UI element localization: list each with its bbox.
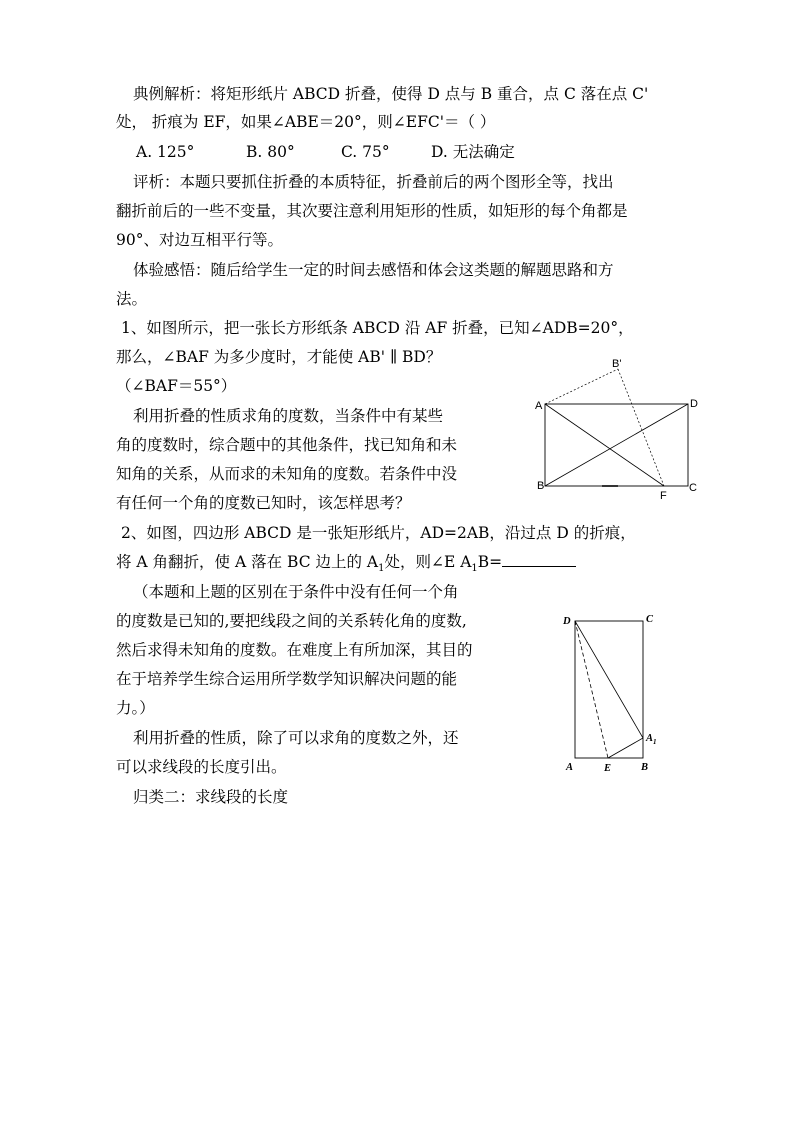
q2-sub-1: 1 bbox=[378, 563, 385, 575]
label-f: F bbox=[660, 490, 667, 502]
example-line-1: 典例解析：将矩形纸片 ABCD 折叠，使得 D 点与 B 重合，点 C 落在点 C' bbox=[133, 85, 649, 103]
rect-abcd-2 bbox=[575, 621, 643, 758]
analysis-line-3: 90°、对边互相平行等。 bbox=[116, 231, 283, 249]
section-heading: 归类二：求线段的长度 bbox=[133, 788, 289, 806]
q2-sub-2: 1 bbox=[471, 563, 478, 575]
q2-note-line-1: （本题和上题的区别在于条件中没有任何一个角 bbox=[133, 583, 459, 601]
label-a-2: A bbox=[566, 762, 574, 773]
folded-edge-bf bbox=[618, 369, 664, 486]
label-c-2: C bbox=[646, 614, 654, 625]
label-b-prime: B' bbox=[612, 358, 622, 370]
q2-line-2-post: B= bbox=[477, 553, 503, 571]
label-c: C bbox=[689, 482, 697, 494]
q2-line-2-pre: 将 A 角翻折，使 A 落在 BC 边上的 A bbox=[116, 553, 379, 571]
q2-note-line-2: 的度数是已知的,要把线段之间的关系转化角的度数, bbox=[116, 612, 467, 630]
option-a: A. 125° bbox=[136, 143, 195, 161]
q1-note-line-4: 有任何一个角的度数已知时，该怎样思考？ bbox=[116, 494, 411, 512]
q1-note-line-3: 知角的关系，从而求的未知角的度数。若条件中没 bbox=[116, 465, 458, 483]
q2-line-1: 2、如图，四边形 ABCD 是一张矩形纸片，AD=2AB，沿过点 D 的折痕， bbox=[121, 524, 636, 542]
analysis-line-1: 评析：本题只要抓住折叠的本质特征，折叠前后的两个图形全等，找出 bbox=[133, 173, 614, 191]
q1-line-2: 那么，∠BAF 为多少度时，才能使 AB' ∥ BD？ bbox=[116, 348, 442, 366]
label-d-2: D bbox=[563, 616, 571, 627]
figure-1-rectangle-fold bbox=[532, 355, 717, 505]
folded-edge-ab bbox=[545, 369, 618, 404]
q2-note-line-3: 然后求得未知角的度数。在难度上有所加深，其目的 bbox=[116, 641, 473, 659]
summary-line-1: 利用折叠的性质，除了可以求角的度数之外，还 bbox=[133, 729, 459, 747]
label-e-2: E bbox=[604, 763, 612, 774]
q1-note-line-1: 利用折叠的性质求角的度数，当条件中有某些 bbox=[133, 407, 444, 425]
experience-line-2: 法。 bbox=[116, 290, 148, 308]
segment-ea1 bbox=[608, 738, 643, 758]
label-a1-sub: 1 bbox=[653, 738, 657, 746]
label-a1-2 bbox=[645, 733, 657, 746]
summary-line-2: 可以求线段的长度引出。 bbox=[116, 758, 287, 776]
label-d: D bbox=[690, 398, 698, 410]
label-a1-letter: A bbox=[646, 733, 654, 744]
q2-note-line-5: 力。） bbox=[116, 699, 155, 717]
experience-line-1: 体验感悟：随后给学生一定的时间去感悟和体会这类题的解题思路和方 bbox=[133, 261, 614, 279]
diagonal-bd bbox=[545, 404, 688, 486]
q2-note-line-4: 在于培养学生综合运用所学数学知识解决问题的能 bbox=[116, 670, 458, 688]
fold-line-af bbox=[545, 404, 664, 486]
fold-line-de bbox=[575, 621, 608, 758]
q2-line-2-mid: 处，则∠E A bbox=[384, 553, 472, 571]
figure-2-rectangle-fold bbox=[560, 610, 670, 775]
option-d: D. 无法确定 bbox=[431, 143, 515, 161]
label-a: A bbox=[535, 400, 543, 412]
option-c: C. 75° bbox=[341, 143, 390, 161]
analysis-line-2: 翻折前后的一些不变量，其次要注意利用矩形的性质，如矩形的每个角都是 bbox=[116, 202, 628, 220]
example-line-2: 处， 折痕为 EF，如果∠ABE＝20°，则∠EFC'＝（ ） bbox=[116, 113, 496, 131]
q2-line-2 bbox=[116, 550, 576, 581]
option-b: B. 80° bbox=[246, 143, 295, 161]
answer-blank bbox=[502, 550, 576, 567]
label-b-2: B bbox=[641, 762, 649, 773]
segment-da1 bbox=[575, 621, 643, 738]
label-b: B bbox=[537, 480, 545, 492]
q1-line-1: 1、如图所示，把一张长方形纸条 ABCD 沿 AF 折叠，已知∠ADB=20°， bbox=[121, 319, 634, 337]
q1-answer: （∠BAF＝55°） bbox=[116, 377, 237, 395]
q1-note-line-2: 角的度数时，综合题中的其他条件，找已知角和未 bbox=[116, 436, 458, 454]
